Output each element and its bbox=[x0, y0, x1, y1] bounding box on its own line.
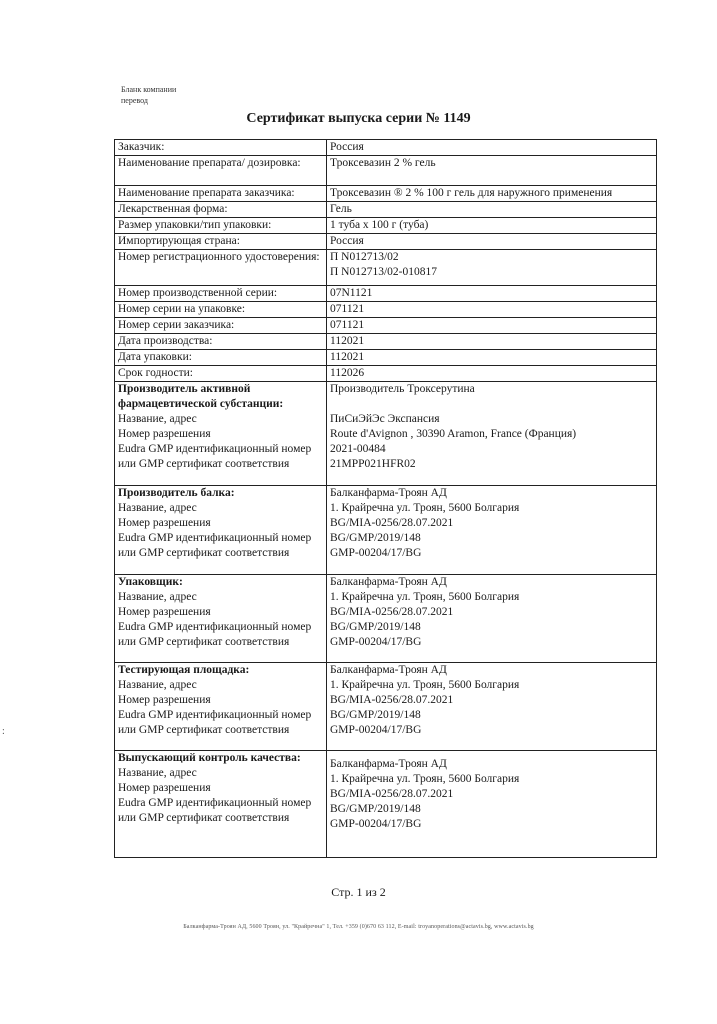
footer-company-address: Балканфарма-Троян АД, 5600 Троян, ул. "Крайречна" 1, Тел. +359 (0)670 63 112, E-mail: troyanoperations@actavis.bg, www.actavis.bg bbox=[183, 924, 534, 930]
letterhead-line-2: перевод bbox=[121, 96, 148, 105]
row-label: Дата производства: bbox=[115, 334, 327, 350]
company-address: 1. Крайречна ул. Троян, 5600 Болгария bbox=[330, 773, 520, 785]
block-values bbox=[327, 575, 657, 663]
table-row bbox=[115, 334, 657, 350]
row-label: Наименование препарата заказчика: bbox=[115, 186, 327, 202]
table-row bbox=[115, 366, 657, 382]
block-labels bbox=[115, 663, 327, 751]
row-label: Номер серии заказчика: bbox=[115, 318, 327, 334]
block-labels bbox=[115, 382, 327, 486]
block-labels bbox=[115, 486, 327, 575]
company-address: Route d'Avignon , 30390 Aramon, France (Франция) bbox=[330, 428, 577, 440]
company-name: Балканфарма-Троян АД bbox=[330, 664, 447, 676]
table-row bbox=[115, 286, 657, 302]
row-label: Дата упаковки: bbox=[115, 350, 327, 366]
row-value: 071121 bbox=[327, 302, 657, 318]
license-label: Номер разрешения bbox=[118, 517, 211, 529]
company-name: ПиСиЭйЭс Экспансия bbox=[330, 413, 440, 425]
gmp-number: BG/GMP/2019/148 bbox=[330, 709, 421, 721]
row-value: Троксевазин 2 % гель bbox=[327, 156, 657, 186]
block-labels bbox=[115, 751, 327, 858]
name-address-label: Название, адрес bbox=[118, 413, 197, 425]
license-number: BG/MIA-0256/28.07.2021 bbox=[330, 788, 454, 800]
row-label: Срок годности: bbox=[115, 366, 327, 382]
row-label: Номер производственной серии: bbox=[115, 286, 327, 302]
row-value bbox=[327, 250, 657, 286]
gmp-number: BG/GMP/2019/148 bbox=[330, 803, 421, 815]
company-address: 1. Крайречна ул. Троян, 5600 Болгария bbox=[330, 679, 520, 691]
name-address-label: Название, адрес bbox=[118, 591, 197, 603]
table-row bbox=[115, 202, 657, 218]
gmp-number: GMP-00204/17/BG bbox=[330, 818, 422, 830]
gmp-label: Eudra GMP идентификационный номер или GMP сертификат соответствия bbox=[118, 797, 312, 824]
company-name: Балканфарма-Троян АД bbox=[330, 758, 447, 770]
row-value: Россия bbox=[327, 234, 657, 250]
registration-number-1: П N012713/02 bbox=[330, 251, 399, 263]
table-row bbox=[115, 186, 657, 202]
block-title: Упаковщик: bbox=[118, 576, 183, 588]
manufacturer-block bbox=[115, 382, 657, 486]
manufacturer-block bbox=[115, 486, 657, 575]
name-address-label: Название, адрес bbox=[118, 767, 197, 779]
license-label: Номер разрешения bbox=[118, 606, 211, 618]
row-value: 112021 bbox=[327, 350, 657, 366]
row-value: Троксевазин ® 2 % 100 г гель для наружного применения bbox=[327, 186, 657, 202]
company-name: Балканфарма-Троян АД bbox=[330, 576, 447, 588]
row-value: 112021 bbox=[327, 334, 657, 350]
row-value: Гель bbox=[327, 202, 657, 218]
license-number: BG/MIA-0256/28.07.2021 bbox=[330, 517, 454, 529]
row-value: 071121 bbox=[327, 318, 657, 334]
producer-note: Производитель Троксерутина bbox=[330, 383, 475, 395]
table-row bbox=[115, 350, 657, 366]
table-row bbox=[115, 140, 657, 156]
company-letterhead-note bbox=[121, 84, 176, 106]
manufacturer-block bbox=[115, 751, 657, 858]
name-address-label: Название, адрес bbox=[118, 679, 197, 691]
block-title: Производитель балка: bbox=[118, 487, 235, 499]
gmp-number: BG/GMP/2019/148 bbox=[330, 621, 421, 633]
gmp-label: Eudra GMP идентификационный номер или GMP сертификат соответствия bbox=[118, 709, 312, 736]
block-title: Тестирующая площадка: bbox=[118, 664, 250, 676]
registration-number-2: П N012713/02-010817 bbox=[330, 266, 438, 278]
block-labels bbox=[115, 575, 327, 663]
row-label: Наименование препарата/ дозировка: bbox=[115, 156, 327, 186]
table-row bbox=[115, 234, 657, 250]
row-label: Номер регистрационного удостоверения: bbox=[115, 250, 327, 286]
license-label: Номер разрешения bbox=[118, 782, 211, 794]
block-title: Производитель активной фармацевтической субстанции: bbox=[118, 383, 284, 410]
block-values bbox=[327, 382, 657, 486]
table-row bbox=[115, 250, 657, 286]
table-row bbox=[115, 218, 657, 234]
block-values bbox=[327, 751, 657, 858]
row-value: 07N1121 bbox=[327, 286, 657, 302]
gmp-label: Eudra GMP идентификационный номер или GMP сертификат соответствия bbox=[118, 532, 312, 559]
manufacturer-block bbox=[115, 575, 657, 663]
block-values bbox=[327, 663, 657, 751]
row-value: 1 туба х 100 г (туба) bbox=[327, 218, 657, 234]
row-label: Заказчик: bbox=[115, 140, 327, 156]
row-label: Размер упаковки/тип упаковки: bbox=[115, 218, 327, 234]
certificate-table bbox=[114, 139, 657, 858]
name-address-label: Название, адрес bbox=[118, 502, 197, 514]
company-name: Балканфарма-Троян АД bbox=[330, 487, 447, 499]
gmp-number: BG/GMP/2019/148 bbox=[330, 532, 421, 544]
table-row bbox=[115, 318, 657, 334]
license-label: Номер разрешения bbox=[118, 428, 211, 440]
gmp-number: GMP-00204/17/BG bbox=[330, 724, 422, 736]
certificate-title: Сертификат выпуска серии № 1149 bbox=[246, 111, 471, 126]
letterhead-line-1: Бланк компании bbox=[121, 85, 177, 94]
row-label: Лекарственная форма: bbox=[115, 202, 327, 218]
gmp-label: Eudra GMP идентификационный номер или GMP сертификат соответствия bbox=[118, 621, 312, 648]
block-values bbox=[327, 486, 657, 575]
block-title: Выпускающий контроль качества: bbox=[118, 752, 301, 764]
license-number: 2021-00484 bbox=[330, 443, 386, 455]
manufacturer-block bbox=[115, 663, 657, 751]
scan-edge-mark: : bbox=[2, 726, 5, 737]
row-value: 112026 bbox=[327, 366, 657, 382]
gmp-label: Eudra GMP идентификационный номер или GMP сертификат соответствия bbox=[118, 443, 312, 470]
gmp-number: GMP-00204/17/BG bbox=[330, 636, 422, 648]
company-address: 1. Крайречна ул. Троян, 5600 Болгария bbox=[330, 502, 520, 514]
license-number: BG/MIA-0256/28.07.2021 bbox=[330, 694, 454, 706]
row-value: Россия bbox=[327, 140, 657, 156]
license-label: Номер разрешения bbox=[118, 694, 211, 706]
company-address: 1. Крайречна ул. Троян, 5600 Болгария bbox=[330, 591, 520, 603]
table-row bbox=[115, 156, 657, 186]
gmp-number: 21MPP021HFR02 bbox=[330, 458, 416, 470]
license-number: BG/MIA-0256/28.07.2021 bbox=[330, 606, 454, 618]
row-label: Номер серии на упаковке: bbox=[115, 302, 327, 318]
table-row bbox=[115, 302, 657, 318]
page-number: Стр. 1 из 2 bbox=[331, 885, 386, 899]
row-label: Импортирующая страна: bbox=[115, 234, 327, 250]
gmp-number: GMP-00204/17/BG bbox=[330, 547, 422, 559]
